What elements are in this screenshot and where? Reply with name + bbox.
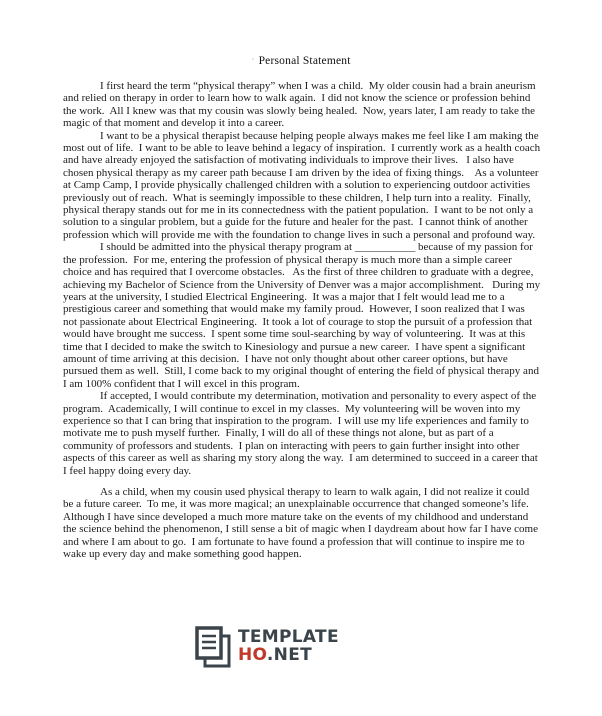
paragraph: I first heard the term “physical therapy” when I was a child. My older cousin had a brain aneurism and relied on therapy in order to learn how to walk again. I did not know the science or profession behind the work. All I knew was that my cousin was slowly being healed. Now, years later, I am ready to take the magic of that moment and develop it into a career. — [63, 80, 539, 130]
paragraph: I should be admitted into the physical therapy program at ___________ because of my passion for the profession. For me, entering the profession of physical therapy is much more than a simple career choice and has required that I overcome obstacles. As the first of three children to graduate with a degree, achieving my Bachelor of Science from the University of Denver was a major accomplishment. During my years at the university, I studied Electrical Engineering. It was a major that I felt would lead me to a prestigious career and something that would make my family proud. However, I soon realized that I was not passionate about Electrical Engineering. It took a lot of courage to stop the pursuit of a profession that would have brought me success. I spent some time soul-searching by way of volunteering. It was at this time that I decided to make the switch to Kinesiology and pursue a new career. I have spent a significant amount of time arriving at this decision. I have not only thought about other career options, but have pursued them as well. Still, I come back to my original thought of entering the field of physical therapy and I am 100% confident that I will excel in this program. — [63, 241, 543, 390]
paragraph: If accepted, I would contribute my determination, motivation and personality to every aspect of the program. Academically, I will continue to excel in my classes. My volunteering will be woven into my experience so that I can bring that inspiration to the program. I will use my life experiences and family to motivate me to push myself further. Finally, I will do all of these things not alone, but as part of a community of professors and students. I plan on interacting with peers to gain further insight into other aspects of this career as well as sharing my story along the way. I am determined to succeed in a career that I feel happy doing every day. — [63, 390, 541, 477]
watermark-line2-dark: .NET — [266, 645, 313, 665]
watermark-text — [238, 629, 339, 664]
watermark-line2 — [238, 647, 339, 664]
paragraph: As a child, when my cousin used physical therapy to learn to walk again, I did not realize it could be a future career. To me, it was more magical; an unexplainable occurrence that changed someone’s life. Although I have since developed a much more mature take on the events of my childhood and understand the science behind the phenomenon, I still sense a bit of magic when I daydream about how far I have come and where I am about to go. I am fortunate to have found a profession that will continue to inspire me to wake up every day and make something good happen. — [63, 486, 541, 561]
page-title-text: Personal Statement — [258, 55, 351, 67]
page-title — [0, 0, 602, 67]
watermark — [193, 626, 339, 670]
document-stack-icon — [193, 626, 235, 670]
watermark-line1: TEMPLATE — [238, 627, 339, 647]
title-mark: · — [251, 54, 255, 64]
paragraph: I want to be a physical therapist because helping people always makes me feel like I am making the most out of life. I want to be able to leave behind a legacy of inspiration. I currently work as a health coach and have already enjoyed the satisfaction of motivating individuals to improve their lives. I also have chosen physical therapy as my career path because I am driven by the idea of fixing things. As a volunteer at Camp Camp, I provide physically challenged children with a solution to experiencing outdoor activities previously out of reach. What is seemingly impossible to these children, I help turn into a reality. Finally, physical therapy stands out for me in its connectedness with the patient population. I want to be not only a solution to a singular problem, but a guide for the future and healer for the past. I cannot think of another profession which will provide me with the foundation to change lives in such a personal and profound way. — [63, 129, 543, 241]
watermark-line2-red: HO — [238, 645, 267, 665]
document-body — [63, 80, 541, 560]
